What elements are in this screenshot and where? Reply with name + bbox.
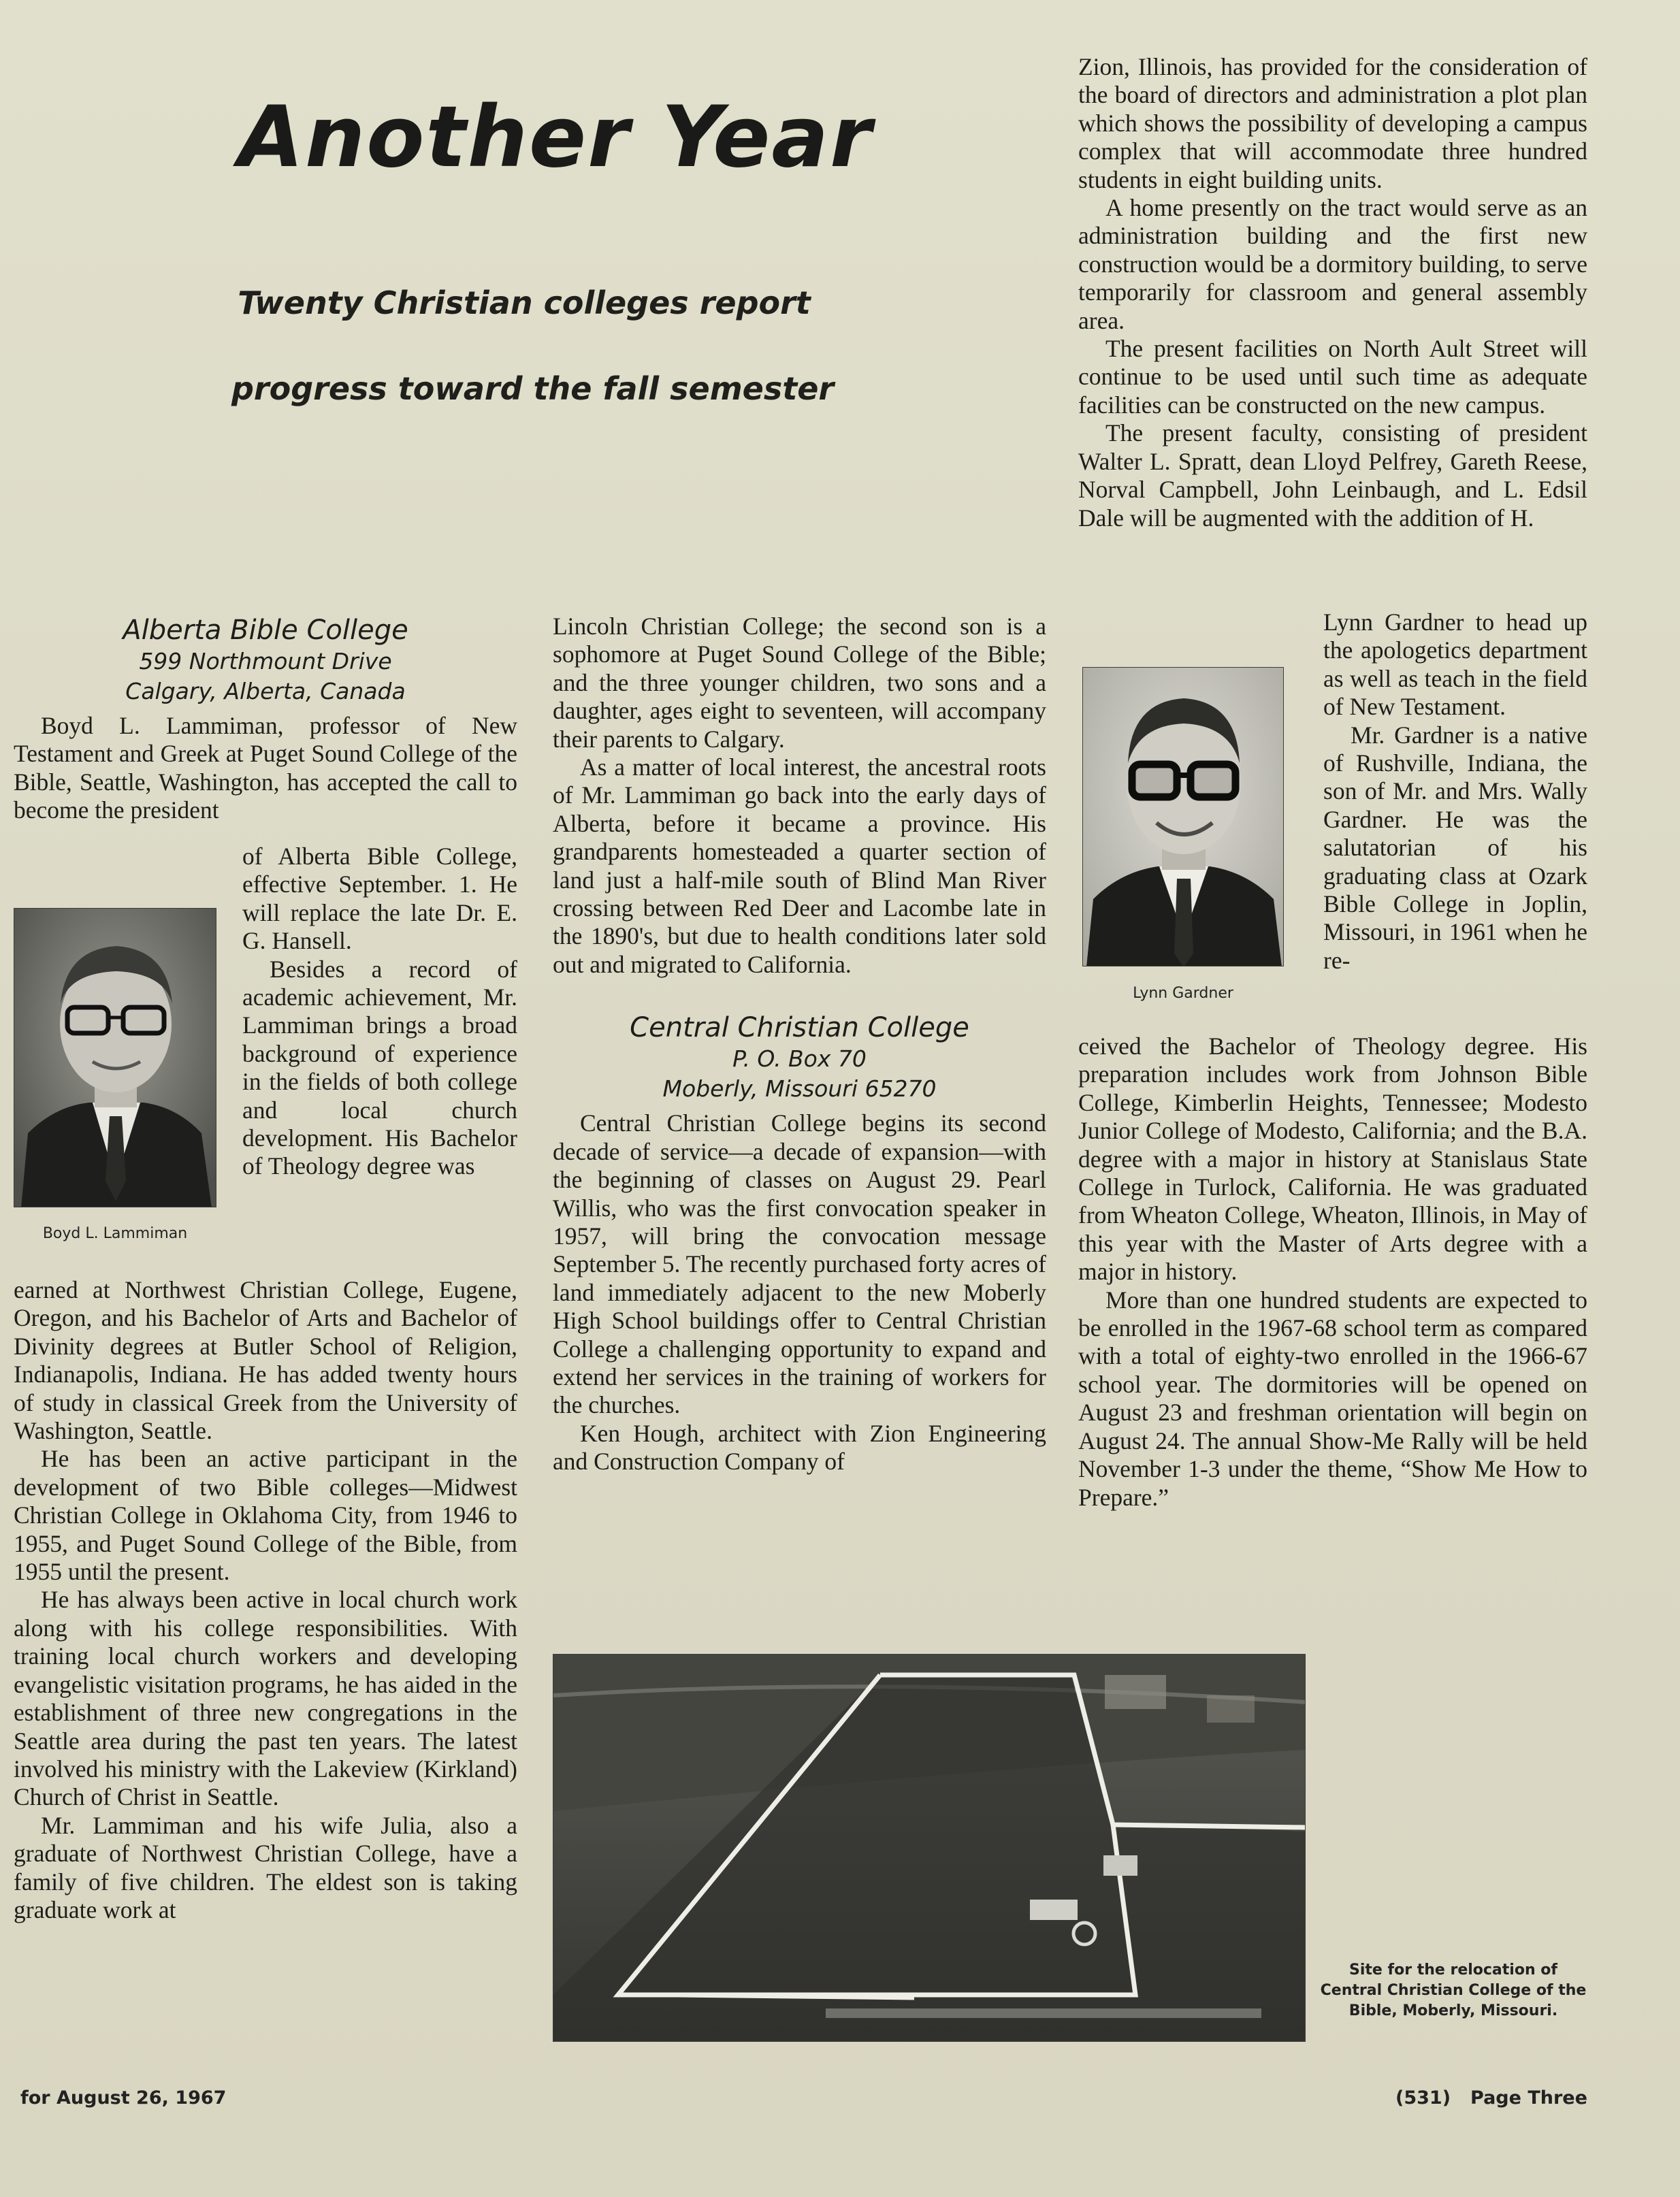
alberta-paragraph-3: He has been an active participant in the development of two Bible colleges—Midwest Christian College in Oklahoma City, from 1946 to 1955, and Puget Sound College of the Bible, from 1955 until the present. bbox=[14, 1445, 517, 1586]
gardner-portrait-illustration bbox=[1083, 668, 1284, 966]
central-heading bbox=[553, 1011, 1046, 1104]
lammiman-portrait-illustration bbox=[14, 909, 216, 1207]
central-paragraph-1: Central Christian College begins its second decade of service—a decade of expansion—with the beginning of classes on August 29. Pearl Willis, who was the first convocation speaker in 1957, will bring the convocation message September 5. The recently purchased forty acres of land immediately adjacent to the new Moberly High School buildings offer to Central Christian College a challenging opportunity to expand and extend her services in the training of workers for the churches. bbox=[553, 1109, 1046, 1419]
middle-paragraph-2: As a matter of local interest, the ancestral roots of Mr. Lammiman go back into the early days of Alberta, before it became a province. His grandparents homesteaded a quarter section of land just a half-mile south of Blind Man River crossing between Red Deer and Lacombe late in the 1890's, but due to health conditions later sold out and migrated to California. bbox=[553, 753, 1046, 978]
article-subtitle-line-2: progress toward the fall semester bbox=[231, 370, 835, 407]
central-college-name: Central Christian College bbox=[630, 1012, 969, 1044]
article-subtitle-line-1: Twenty Christian colleges report bbox=[238, 284, 811, 321]
central-address-box: P. O. Box 70 bbox=[732, 1045, 867, 1073]
lammiman-photo bbox=[14, 908, 216, 1207]
middle-paragraph-1: Lincoln Christian College; the second son is a sophomore at Puget Sound College of the Bible; and the three younger children, two sons and a daughter, ages eight to seventeen, will accompany their parents to Calgary. bbox=[553, 613, 1046, 753]
alberta-address-city: Calgary, Alberta, Canada bbox=[125, 678, 406, 704]
central-paragraph-2: Ken Hough, architect with Zion Engineering and Construction Company of bbox=[553, 1419, 1046, 1476]
middle-column bbox=[553, 613, 1046, 1476]
alberta-paragraph-4: He has always been active in local church work along with his college responsibilities. With training local church workers and developing evangelistic visitation programs, he has aided in the establishment of three new congregations in the Seattle area during the past ten years. The latest involved his ministry with the Lakeview (Kirkland) Church of Christ in Seattle. bbox=[14, 1586, 517, 1811]
alberta-heading bbox=[14, 614, 517, 706]
right-column bbox=[1078, 53, 1587, 532]
footer-page-reference: (531) bbox=[1395, 2087, 1451, 2109]
lammiman-photo-caption: Boyd L. Lammiman bbox=[42, 1225, 188, 1242]
aerial-site-photo bbox=[553, 1654, 1306, 2042]
gardner-photo bbox=[1082, 667, 1284, 966]
right-paragraph-4-lead: The present faculty, consisting of president Walter L. Spratt, dean Lloyd Pelfrey, Gareth Reese, Norval Campbell, John Leinbaugh, and L. Edsil Dale will be augmented with the addition of H. bbox=[1078, 419, 1587, 532]
right-paragraph-5-tail: ceived the Bachelor of Theology degree. His preparation includes work from Johnson Bible College, Kimberlin Heights, Tennessee; Modesto Junior College of Modesto, California; and the B.A. degree with a major in history at Stanislaus State College in Turlock, California. He was graduated from Wheaton College, Wheaton, Illinois, in May of this year with the Master of Arts degree with a major in history. bbox=[1078, 1032, 1587, 1286]
left-column-wrap bbox=[242, 843, 517, 1181]
footer-page-label: Page Three bbox=[1470, 2087, 1587, 2109]
alberta-paragraph-2-wrap: Besides a record of academic achievement, Mr. Lammiman brings a broad background of experience in the fields of both college and local church development. His Bachelor of Theology degree was bbox=[242, 955, 517, 1180]
right-paragraph-6: More than one hundred students are expected to be enrolled in the 1967-68 school term as compared with a total of eighty-two enrolled in the 1966-67 school year. The dormitories will be opened on August 23 and freshman orientation will begin on August 24. The annual Show-Me Rally will be held November 1-3 under the theme, “Show Me How to Prepare.” bbox=[1078, 1286, 1587, 1511]
gardner-photo-caption: Lynn Gardner bbox=[1133, 985, 1233, 1002]
right-paragraph-1: Zion, Illinois, has provided for the consideration of the board of directors and administration a plot plan which shows the possibility of developing a campus complex that will accommodate three hundred students in eight building units. bbox=[1078, 53, 1587, 193]
right-paragraph-5-wrap: Mr. Gardner is a native of Rushville, Indiana, the son of Mr. and Mrs. Wally Gardner. He was the salutatorian of his graduating class at Ozark Bible College in Joplin, Missouri, in 1961 when he re- bbox=[1323, 721, 1587, 974]
right-paragraph-3: The present facilities on North Ault Street will continue to be used until such time as adequate facilities can be constructed on the new campus. bbox=[1078, 335, 1587, 419]
aerial-photo-caption: Site for the relocation of Central Christian College of the Bible, Moberly, Missouri. bbox=[1320, 1962, 1587, 2019]
left-column-lower bbox=[14, 1276, 517, 1924]
right-paragraph-2: A home presently on the tract would serve as an administration building and the first new construction would be a dormitory building, to serve temporarily for classroom and general assembly area. bbox=[1078, 194, 1587, 334]
alberta-paragraph-1-wrap: of Alberta Bible College, effective September. 1. He will replace the late Dr. E. G. Hansell. bbox=[242, 843, 517, 955]
footer-issue-date: for August 26, 1967 bbox=[20, 2087, 227, 2109]
aerial-site-illustration bbox=[553, 1655, 1306, 2042]
central-address-city: Moberly, Missouri 65270 bbox=[662, 1075, 937, 1103]
article-title: Another Year bbox=[238, 88, 873, 186]
alberta-paragraph-2-tail: earned at Northwest Christian College, Eugene, Oregon, and his Bachelor of Arts and Bachelor of Divinity degrees at Butler School of Religion, Indianapolis, Indiana. He has added twenty hours of study in classical Greek from the University of Washington, Seattle. bbox=[14, 1276, 517, 1445]
alberta-college-name: Alberta Bible College bbox=[123, 615, 408, 646]
alberta-paragraph-5: Mr. Lammiman and his wife Julia, also a graduate of Northwest Christian College, have a family of five children. The eldest son is taking graduate work at bbox=[14, 1811, 517, 1923]
right-paragraph-4-wrap: Lynn Gardner to head up the apologetics department as well as teach in the field of New Testament. bbox=[1323, 608, 1587, 721]
left-column bbox=[14, 614, 517, 825]
alberta-address-street: 599 Northmount Drive bbox=[139, 648, 392, 674]
right-column-wrap bbox=[1323, 608, 1587, 975]
right-column-lower bbox=[1078, 1032, 1587, 1512]
alberta-paragraph-1-lead: Boyd L. Lammiman, professor of New Testament and Greek at Puget Sound College of the Bible, Seattle, Washington, has accepted the call to become the president bbox=[14, 712, 517, 824]
